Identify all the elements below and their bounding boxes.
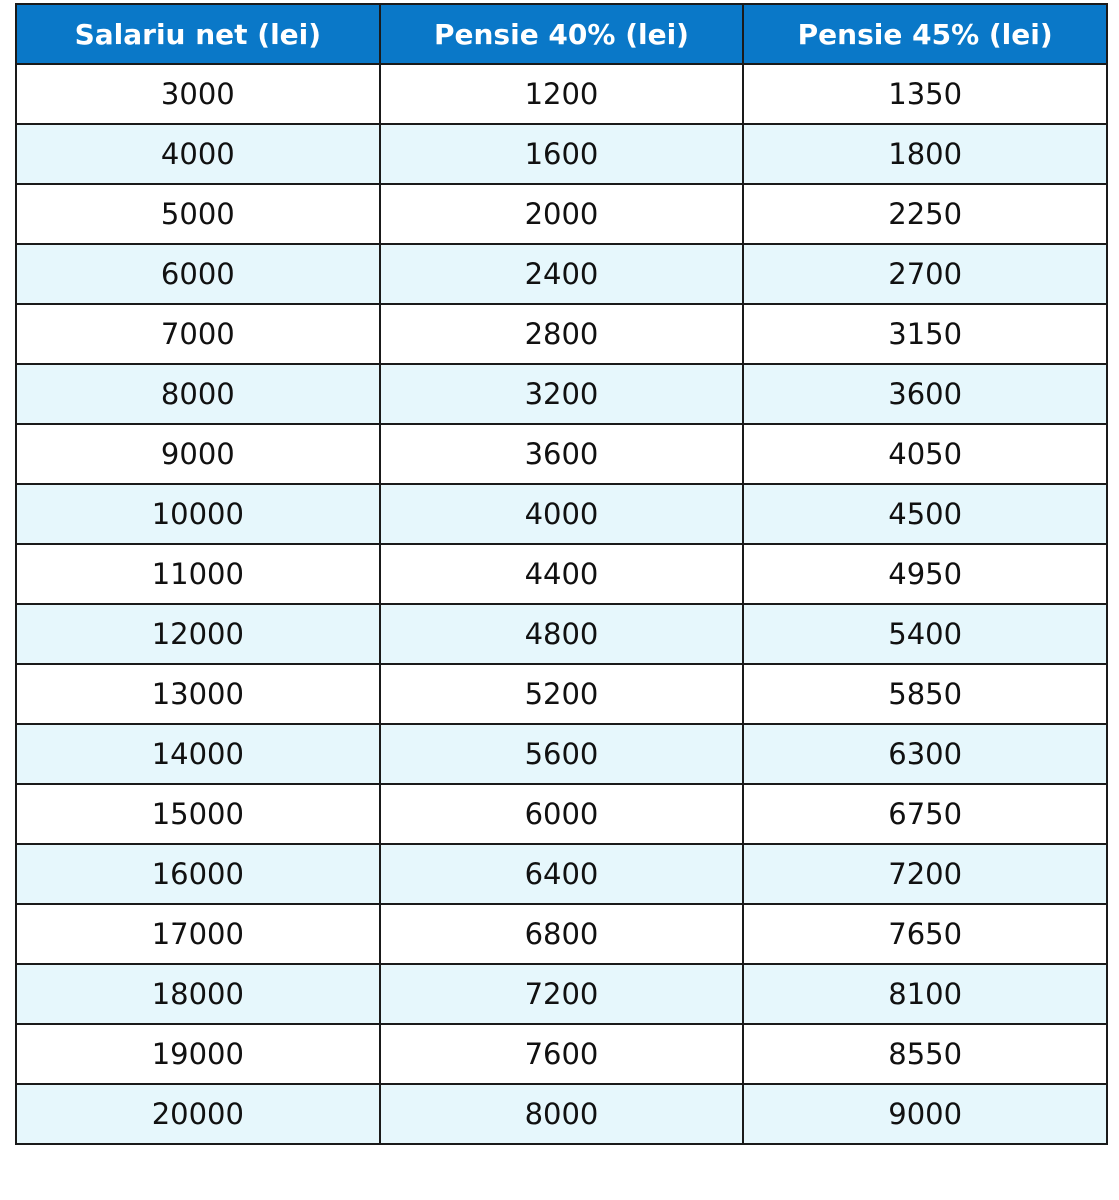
table-row xyxy=(16,604,1107,664)
cell-net-salary: 4000 xyxy=(16,124,380,184)
cell-net-salary: 12000 xyxy=(16,604,380,664)
cell-net-salary: 15000 xyxy=(16,784,380,844)
table-row xyxy=(16,304,1107,364)
cell-pension-45: 7650 xyxy=(743,904,1107,964)
cell-pension-45: 3600 xyxy=(743,364,1107,424)
cell-pension-45: 7200 xyxy=(743,844,1107,904)
cell-net-salary: 17000 xyxy=(16,904,380,964)
table-row xyxy=(16,844,1107,904)
cell-pension-40: 7200 xyxy=(380,964,744,1024)
cell-pension-45: 9000 xyxy=(743,1084,1107,1144)
table-row xyxy=(16,1084,1107,1144)
cell-net-salary: 20000 xyxy=(16,1084,380,1144)
cell-pension-45: 4050 xyxy=(743,424,1107,484)
cell-net-salary: 10000 xyxy=(16,484,380,544)
cell-pension-45: 4950 xyxy=(743,544,1107,604)
cell-pension-40: 2400 xyxy=(380,244,744,304)
table-row xyxy=(16,184,1107,244)
table-row xyxy=(16,364,1107,424)
table-header xyxy=(16,4,1107,64)
cell-net-salary: 8000 xyxy=(16,364,380,424)
table-row xyxy=(16,244,1107,304)
pension-table xyxy=(15,3,1108,1145)
table-row xyxy=(16,724,1107,784)
table-row xyxy=(16,124,1107,184)
header-pension-45: Pensie 45% (lei) xyxy=(743,4,1107,64)
cell-net-salary: 16000 xyxy=(16,844,380,904)
cell-pension-40: 5200 xyxy=(380,664,744,724)
table-row xyxy=(16,64,1107,124)
cell-pension-45: 5400 xyxy=(743,604,1107,664)
cell-pension-40: 1200 xyxy=(380,64,744,124)
table-row xyxy=(16,484,1107,544)
cell-net-salary: 11000 xyxy=(16,544,380,604)
cell-pension-45: 1800 xyxy=(743,124,1107,184)
table-row xyxy=(16,424,1107,484)
table-row xyxy=(16,664,1107,724)
cell-net-salary: 7000 xyxy=(16,304,380,364)
cell-net-salary: 9000 xyxy=(16,424,380,484)
header-pension-40: Pensie 40% (lei) xyxy=(380,4,744,64)
table-row xyxy=(16,1024,1107,1084)
table-row xyxy=(16,964,1107,1024)
cell-pension-40: 3600 xyxy=(380,424,744,484)
header-net-salary: Salariu net (lei) xyxy=(16,4,380,64)
cell-pension-40: 1600 xyxy=(380,124,744,184)
cell-pension-45: 6300 xyxy=(743,724,1107,784)
cell-pension-40: 3200 xyxy=(380,364,744,424)
cell-pension-45: 8550 xyxy=(743,1024,1107,1084)
cell-net-salary: 19000 xyxy=(16,1024,380,1084)
cell-net-salary: 5000 xyxy=(16,184,380,244)
cell-pension-40: 4400 xyxy=(380,544,744,604)
cell-pension-40: 7600 xyxy=(380,1024,744,1084)
cell-net-salary: 6000 xyxy=(16,244,380,304)
table-row xyxy=(16,784,1107,844)
cell-pension-40: 4800 xyxy=(380,604,744,664)
table-row xyxy=(16,904,1107,964)
table-row xyxy=(16,544,1107,604)
cell-pension-45: 2250 xyxy=(743,184,1107,244)
table-body xyxy=(16,64,1107,1144)
cell-pension-40: 8000 xyxy=(380,1084,744,1144)
cell-pension-45: 1350 xyxy=(743,64,1107,124)
cell-net-salary: 18000 xyxy=(16,964,380,1024)
cell-pension-45: 5850 xyxy=(743,664,1107,724)
cell-net-salary: 3000 xyxy=(16,64,380,124)
cell-net-salary: 13000 xyxy=(16,664,380,724)
cell-pension-45: 6750 xyxy=(743,784,1107,844)
cell-pension-40: 2800 xyxy=(380,304,744,364)
cell-pension-45: 4500 xyxy=(743,484,1107,544)
cell-pension-40: 6800 xyxy=(380,904,744,964)
cell-pension-40: 6000 xyxy=(380,784,744,844)
cell-net-salary: 14000 xyxy=(16,724,380,784)
cell-pension-40: 2000 xyxy=(380,184,744,244)
cell-pension-45: 2700 xyxy=(743,244,1107,304)
cell-pension-40: 6400 xyxy=(380,844,744,904)
cell-pension-40: 4000 xyxy=(380,484,744,544)
cell-pension-45: 3150 xyxy=(743,304,1107,364)
cell-pension-45: 8100 xyxy=(743,964,1107,1024)
cell-pension-40: 5600 xyxy=(380,724,744,784)
header-row xyxy=(16,4,1107,64)
